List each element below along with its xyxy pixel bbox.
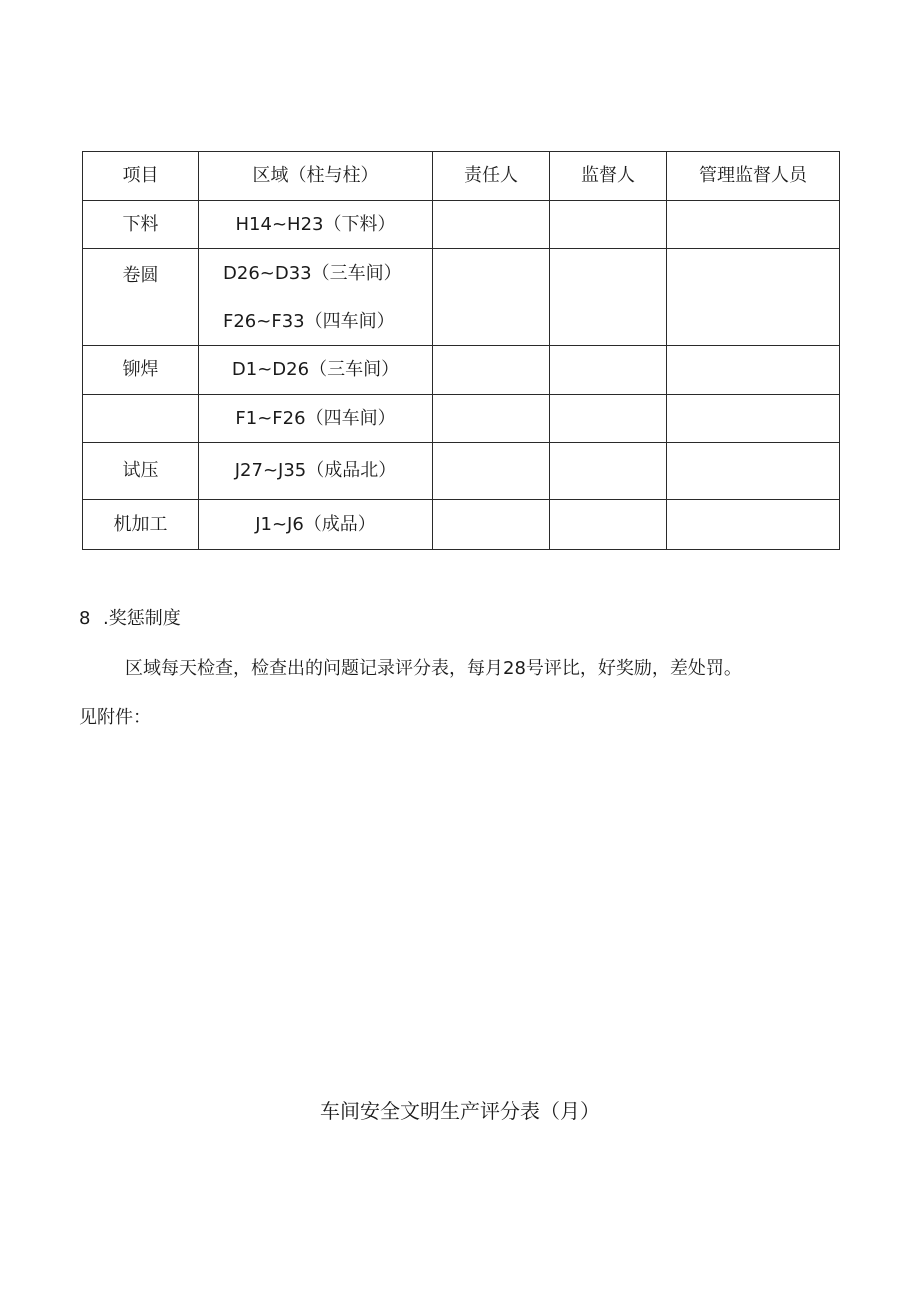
table-row	[83, 201, 840, 249]
row-item: 试压	[83, 443, 199, 500]
row-item: 铆焊	[83, 346, 199, 395]
responsible-cell	[433, 443, 550, 500]
management-cell	[667, 249, 840, 346]
management-cell	[667, 201, 840, 249]
responsibility-area-table	[82, 151, 840, 550]
supervisor-cell	[550, 346, 667, 395]
supervisor-cell	[550, 500, 667, 550]
row-zone: J1~J6（成品）	[199, 500, 433, 550]
supervisor-cell	[550, 201, 667, 249]
responsible-cell	[433, 249, 550, 346]
section-number: 8	[79, 608, 91, 629]
table-row	[83, 395, 840, 443]
row-zone: H14~H23（下料）	[199, 201, 433, 249]
table-row	[83, 500, 840, 550]
row-zone	[199, 249, 433, 346]
header-item: 项目	[83, 152, 199, 201]
responsible-cell	[433, 395, 550, 443]
header-zone: 区域（柱与柱）	[199, 152, 433, 201]
row-item: 机加工	[83, 500, 199, 550]
row-zone: F1~F26（四车间）	[199, 395, 433, 443]
supervisor-cell	[550, 249, 667, 346]
responsible-cell	[433, 500, 550, 550]
header-management-supervisor: 管理监督人员	[667, 152, 840, 201]
row-item	[83, 395, 199, 443]
row-zone: J27~J35（成品北）	[199, 443, 433, 500]
supervisor-cell	[550, 395, 667, 443]
form-title: 车间安全文明生产评分表（月）	[320, 1099, 600, 1123]
header-responsible-person: 责任人	[433, 152, 550, 201]
row-zone: D1~D26（三车间）	[199, 346, 433, 395]
responsible-cell	[433, 201, 550, 249]
table-row	[83, 443, 840, 500]
body-paragraph: 区域每天检查，检查出的问题记录评分表，每月28号评比，好奖励，差处罚。	[125, 658, 742, 679]
row-item: 卷圆	[83, 249, 199, 346]
table-header-row	[83, 152, 840, 201]
header-supervisor: 监督人	[550, 152, 667, 201]
table-row	[83, 346, 840, 395]
management-cell	[667, 443, 840, 500]
management-cell	[667, 500, 840, 550]
section-heading	[79, 606, 181, 632]
attachment-note: 见附件：	[79, 707, 151, 728]
responsible-cell	[433, 346, 550, 395]
supervisor-cell	[550, 443, 667, 500]
row-item: 下料	[83, 201, 199, 249]
management-cell	[667, 395, 840, 443]
zone-line: D26~D33（三车间）	[223, 263, 402, 284]
table-row	[83, 249, 840, 346]
section-title: .奖惩制度	[103, 608, 181, 629]
zone-line: F26~F33（四车间）	[223, 311, 395, 332]
management-cell	[667, 346, 840, 395]
